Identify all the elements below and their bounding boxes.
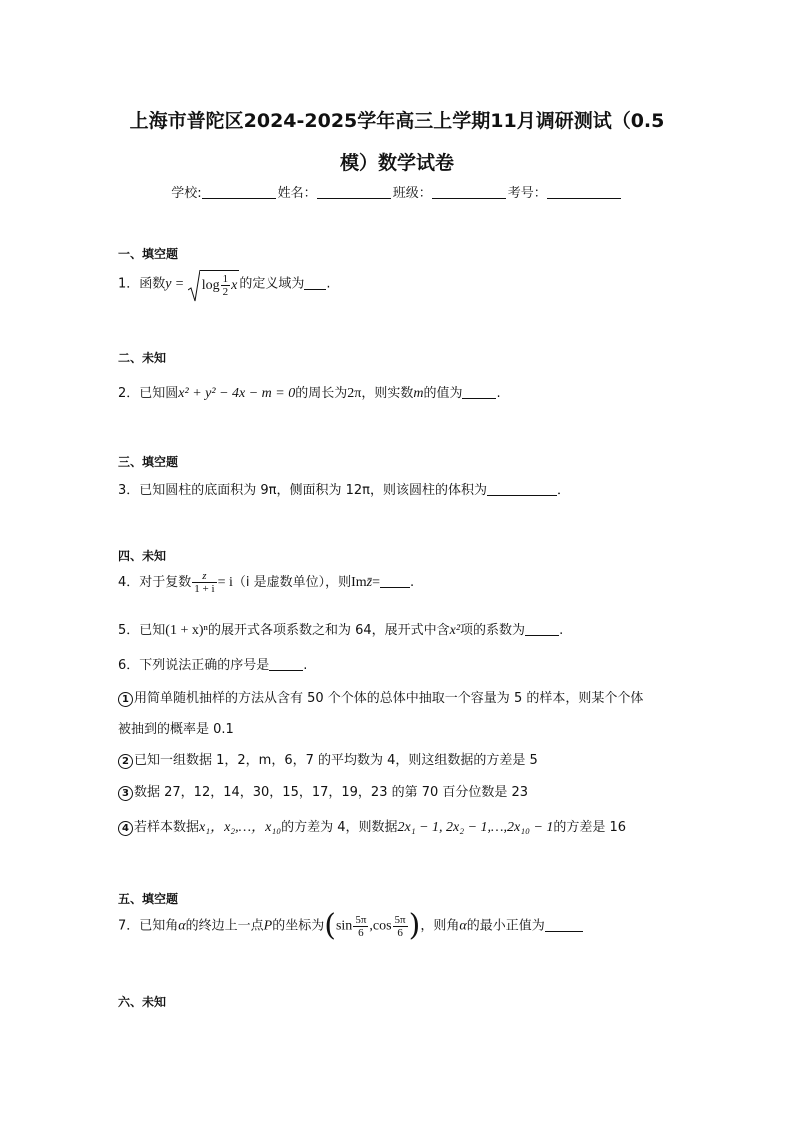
q6-opt4-post: 的方差是 16 (553, 820, 627, 835)
q7-post: ，则角 (420, 918, 460, 934)
question-7 (118, 908, 583, 943)
q4-answer-blank[interactable] (380, 575, 410, 588)
q2-pre: 已知圆 (139, 386, 179, 401)
q7-mid: 的终边上一点 (185, 918, 264, 934)
q6-text: 下列说法正确的序号是 (139, 658, 270, 673)
q6-option-4 (118, 816, 626, 836)
q6-end: . (303, 658, 308, 673)
school-blank[interactable] (202, 186, 276, 199)
q5-term: x² (449, 623, 461, 638)
exam-title-line1: 上海市普陀区2024-2025学年高三上学期11月调研测试（0.5 (129, 110, 665, 132)
school-label: 学校: (171, 186, 202, 201)
q5-end: . (559, 623, 564, 638)
q5-answer-blank[interactable] (525, 623, 559, 636)
q2-number: 2． (118, 386, 140, 401)
q4-zbar: z̄ (366, 575, 373, 590)
q6-opt4-vars: x₁，x₂,…，x₁₀ (199, 820, 282, 835)
q6-opt1-line1: 用简单随机抽样的方法从含有 50 个个体的总体中抽取一个容量为 5 的样本，则某个个体 (134, 691, 644, 706)
q6-option-1-cont (118, 718, 234, 737)
question-1: 1．函数y = log $\frac{1}{2}$ x 的定义域为 . (118, 270, 330, 298)
student-info-line (0, 182, 794, 201)
q2-answer-blank[interactable] (462, 386, 496, 399)
q2-expr: x² + y² − 4x − m = 0 (178, 386, 296, 401)
q1-frac-num: 1 (222, 273, 229, 285)
right-paren-icon: ) (408, 908, 421, 943)
q6-opt4-pre: 若样本数据 (134, 820, 200, 835)
q3-answer-blank[interactable] (487, 483, 557, 496)
q6-opt2-text: 已知一组数据 1，2，m，6，7 的平均数为 4，则这组数据的方差是 5 (134, 753, 538, 768)
question-6 (118, 654, 307, 673)
q7-post2: 的最小正值为 (466, 918, 545, 934)
q6-opt4-mid: 的方差为 4，则数据 (281, 820, 398, 835)
q4-eq2: = (372, 575, 381, 590)
q1-y: y (165, 276, 172, 292)
q7-P: P (263, 918, 273, 934)
q6-option-2 (118, 749, 538, 769)
q4-frac-den: 1 + i (194, 583, 215, 595)
q5-post: 项的系数为 (460, 623, 526, 638)
q1-number: 1． (118, 276, 140, 292)
q2-mid: 的周长为 (295, 386, 348, 401)
q4-im: Im (351, 575, 367, 590)
q6-option-3 (118, 781, 528, 801)
q7-frac1-den: 6 (358, 926, 364, 939)
q4-number: 4． (118, 575, 140, 590)
name-label: 姓名： (277, 186, 317, 201)
section-title: 三、填空题 (118, 455, 179, 469)
circled-number-icon: 2 (118, 754, 133, 769)
q1-sqrt (188, 270, 240, 298)
q6-number: 6． (118, 658, 140, 673)
q7-comma: , (369, 918, 373, 934)
section-title: 六、未知 (118, 995, 167, 1009)
q1-pre: 函数 (139, 276, 166, 292)
q7-alpha-2: α (459, 918, 467, 934)
q1-log: log (201, 278, 220, 293)
question-3 (118, 479, 570, 498)
q1-post: 的定义域为 (239, 276, 305, 292)
q7-cos: cos (372, 918, 392, 934)
q7-alpha: α (178, 918, 186, 934)
q3-number: 3． (118, 483, 140, 498)
q3-end: ． (557, 483, 571, 498)
q5-expr: (1 + x)ⁿ (165, 623, 208, 638)
q7-sin: sin (335, 918, 353, 934)
q5-pre: 已知 (139, 623, 166, 638)
q7-mid2: 的坐标为 (272, 918, 325, 934)
q7-frac2-den: 6 (397, 926, 403, 939)
q7-fraction-2 (393, 914, 408, 939)
class-label: 班级： (392, 186, 432, 201)
radical-sign-icon (188, 270, 200, 302)
q6-answer-blank[interactable] (269, 658, 303, 671)
q2-var: m (413, 386, 424, 401)
q2-post: 的值为 (423, 386, 463, 401)
q4-fraction (192, 570, 216, 595)
section-title: 五、填空题 (118, 892, 179, 906)
q4-mid: （i 是虚数单位），则 (232, 575, 352, 590)
q4-pre: 对于复数 (139, 575, 192, 590)
q7-number: 7． (118, 918, 140, 934)
q5-number: 5． (118, 623, 140, 638)
question-5 (118, 619, 563, 639)
exam-title-line2: 模）数学试卷 (339, 152, 454, 174)
circled-number-icon: 4 (118, 821, 133, 836)
q1-x: x (231, 278, 238, 293)
q7-fraction-1 (353, 914, 368, 939)
q6-opt1-line2: 被抽到的概率是 0.1 (118, 722, 234, 737)
q1-frac-den: 2 (222, 286, 229, 298)
q1-eq: = (175, 276, 184, 292)
q2-val: 2π (347, 386, 362, 401)
q4-eq: = i (217, 575, 233, 590)
circled-number-icon: 1 (118, 692, 133, 707)
q7-frac1-num: 5π (355, 913, 367, 926)
q4-frac-num: z (192, 570, 216, 583)
q7-answer-blank[interactable] (545, 919, 583, 932)
section-title: 四、未知 (118, 549, 167, 563)
name-blank[interactable] (317, 186, 391, 199)
q1-answer-blank[interactable] (304, 277, 326, 290)
exam-no-blank[interactable] (547, 186, 621, 199)
q5-mid: 的展开式各项系数之和为 64，展开式中含 (207, 623, 450, 638)
question-2: 2．已知圆x² + y² − 4x − m = 0的周长为2π，则实数m的值为 . (118, 386, 501, 401)
left-paren-icon: ( (324, 908, 336, 943)
q3-text: 已知圆柱的底面积为 9π，侧面积为 12π，则该圆柱的体积为 (139, 483, 488, 498)
q6-option-1 (118, 687, 643, 707)
q7-pre: 已知角 (139, 918, 179, 934)
class-blank[interactable] (432, 186, 506, 199)
section-title: 一、填空题 (118, 247, 179, 261)
exam-no-label: 考号： (507, 186, 547, 201)
section-title: 二、未知 (118, 351, 167, 365)
circled-number-icon: 3 (118, 786, 133, 801)
q1-fraction (221, 273, 231, 298)
q2-mid2: ，则实数 (361, 386, 414, 401)
q4-end: . (410, 575, 415, 590)
q6-opt4-expr: 2x₁ − 1, 2x₂ − 1,…,2x₁₀ − 1 (397, 820, 554, 835)
q6-opt3-text: 数据 27，12，14，30，15，17，19，23 的第 70 百分位数是 23 (134, 785, 529, 800)
question-4 (118, 570, 414, 595)
q7-frac2-num: 5π (394, 913, 406, 926)
